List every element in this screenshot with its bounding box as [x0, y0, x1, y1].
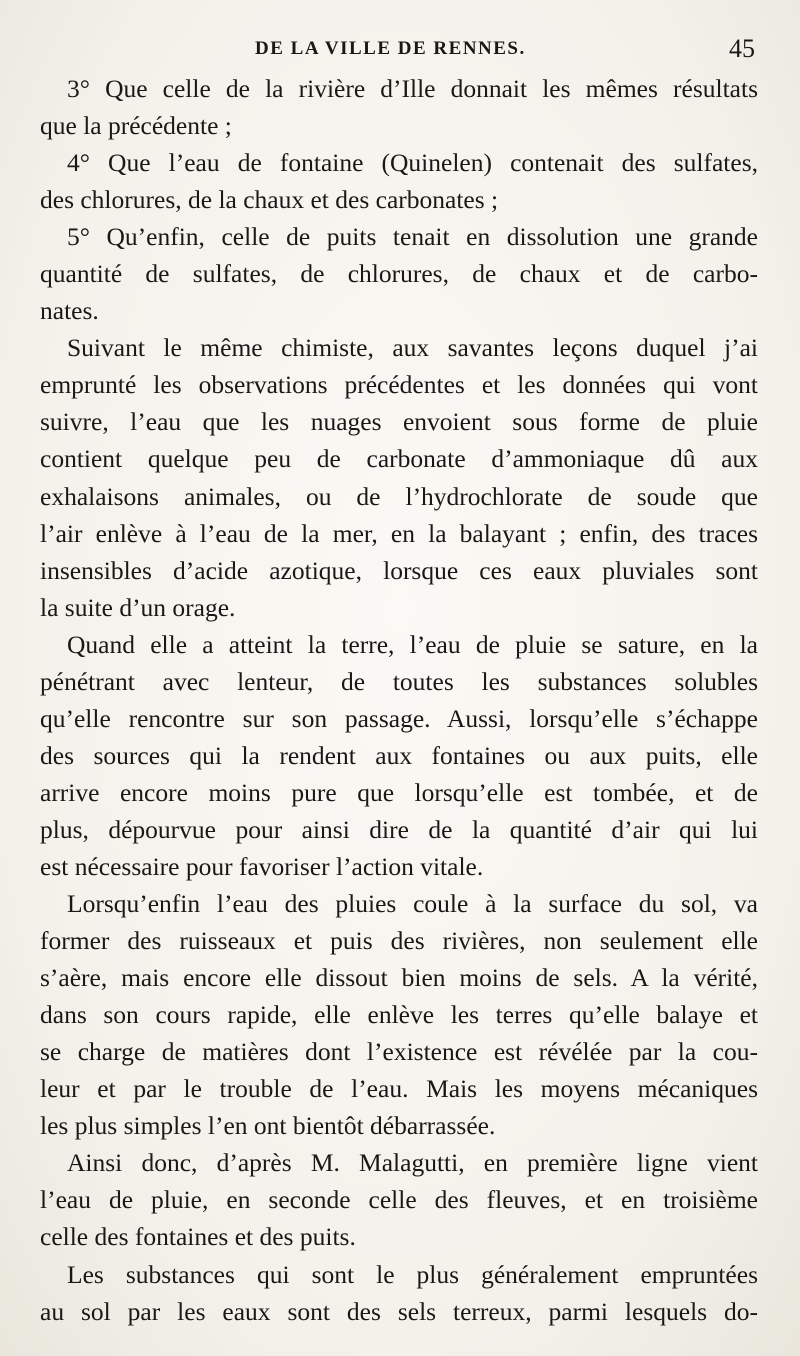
text-line: nates.: [40, 296, 99, 326]
text-line: leur et par le trouble de l’eau. Mais les moyens mécaniques: [40, 1074, 758, 1104]
text-line: Quand elle a atteint la terre, l’eau de pluie se sature, en la: [67, 629, 758, 659]
text-line: Les substances qui sont le plus généralement empruntées: [67, 1259, 758, 1289]
text-line: contient quelque peu de carbonate d’ammoniaque dû aux: [40, 444, 758, 474]
text-line: suivre, l’eau que les nuages envoient sous forme de pluie: [40, 407, 758, 437]
page-number: 45: [729, 34, 755, 63]
text-line: l’eau de pluie, en seconde celle des fleuves, et en troisième: [40, 1185, 758, 1215]
text-line: exhalaisons animales, ou de l’hydrochlorate de soude que: [40, 481, 758, 511]
text-line: des sources qui la rendent aux fontaines ou aux puits, elle: [40, 740, 758, 770]
paragraph-item-4: [40, 144, 758, 218]
text-line: quantité de sulfates, de chlorures, de chaux et de carbo-: [40, 259, 758, 289]
paragraph-ranking: [40, 1144, 758, 1255]
paragraph-soil: [40, 626, 758, 885]
text-line: dans son cours rapide, elle enlève les terres qu’elle balaye et: [40, 1000, 758, 1030]
paragraph-substances: [40, 1256, 758, 1330]
text-line: insensibles d’acide azotique, lorsque ces eaux pluviales sont: [40, 555, 758, 585]
page-header: [0, 32, 800, 72]
text-line: 5° Qu’enfin, celle de puits tenait en dissolution une grande: [67, 222, 758, 252]
text-line: 4° Que l’eau de fontaine (Quinelen) contenait des sulfates,: [67, 148, 758, 178]
text-line: les plus simples l’en ont bientôt débarrassée.: [40, 1111, 496, 1141]
text-line: Ainsi donc, d’après M. Malagutti, en première ligne vient: [67, 1148, 758, 1178]
text-line: 3° Que celle de la rivière d’Ille donnait les mêmes résultats: [67, 74, 758, 103]
text-line: l’air enlève à l’eau de la mer, en la balayant ; enfin, des traces: [40, 518, 758, 548]
running-head: DE LA VILLE DE RENNES.: [255, 38, 526, 59]
text-line: la suite d’un orage.: [40, 592, 236, 622]
text-line: celle des fontaines et des puits.: [40, 1222, 356, 1252]
text-line: Lorsqu’enfin l’eau des pluies coule à la surface du sol, va: [67, 889, 758, 919]
paragraph-rain-water: [40, 329, 758, 625]
text-line: au sol par les eaux sont des sels terreux, parmi lesquels do-: [40, 1296, 758, 1326]
text-line: que la précédente ;: [40, 111, 232, 141]
text-line: former des ruisseaux et puis des rivières, non seulement elle: [40, 926, 758, 956]
text-line: pénétrant avec lenteur, de toutes les substances solubles: [40, 666, 758, 696]
text-line: plus, dépourvue pour ainsi dire de la quantité d’air qui lui: [40, 814, 758, 844]
text-line: est nécessaire pour favoriser l’action vitale.: [40, 851, 484, 881]
text-line: emprunté les observations précédentes et les données qui vont: [40, 370, 758, 400]
text-line: arrive encore moins pure que lorsqu’elle est tombée, et de: [40, 777, 758, 807]
text-line: des chlorures, de la chaux et des carbonates ;: [40, 185, 499, 215]
text-line: s’aère, mais encore elle dissout bien moins de sels. A la vérité,: [40, 963, 758, 993]
paragraph-rivers: [40, 885, 758, 1144]
paragraph-item-3: [40, 70, 758, 144]
text-line: se charge de matières dont l’existence est révélée par la cou-: [40, 1037, 758, 1067]
text-line: qu’elle rencontre sur son passage. Aussi, lorsqu’elle s’échappe: [40, 703, 758, 733]
text-line: Suivant le même chimiste, aux savantes leçons duquel j’ai: [67, 333, 758, 363]
body-text: [40, 70, 758, 1330]
paragraph-item-5: [40, 218, 758, 329]
